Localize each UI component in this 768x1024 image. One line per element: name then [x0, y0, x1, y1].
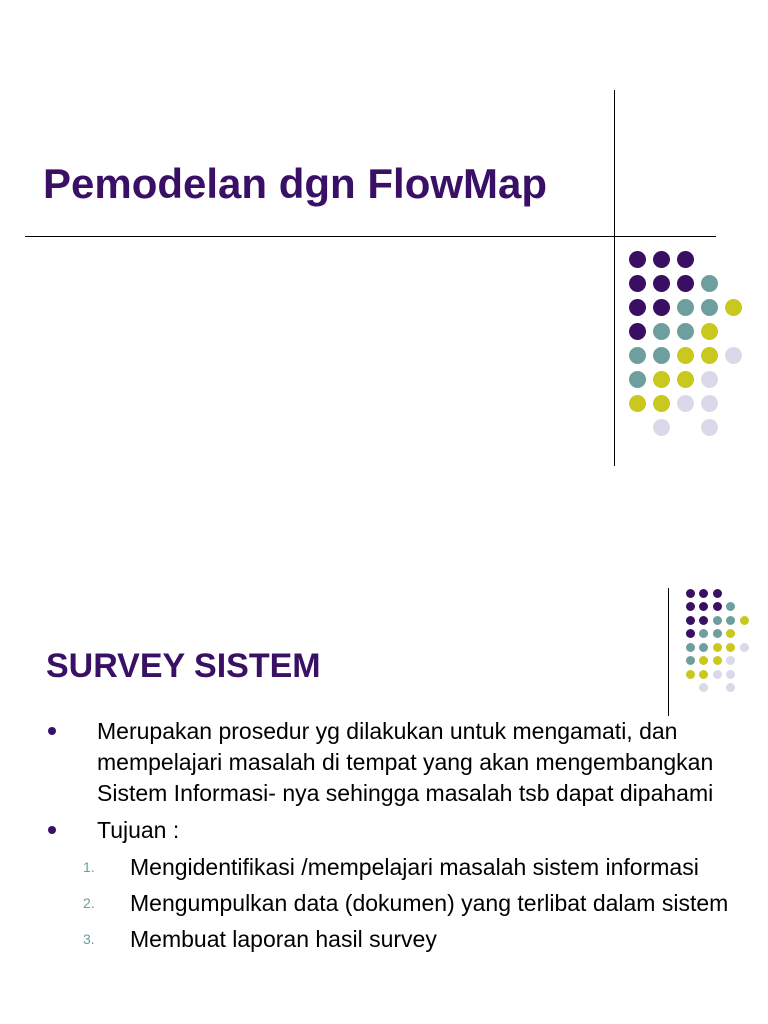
decorative-dot [726, 643, 735, 652]
decorative-dot [629, 275, 646, 292]
slide-1-title: Pemodelan dgn FlowMap [43, 160, 548, 207]
decorative-dot [629, 323, 646, 340]
decorative-dot [629, 251, 646, 268]
numbered-text: Mengumpulkan data (dokumen) yang terlibat dalam sistem [130, 890, 729, 916]
decorative-dot [713, 589, 722, 598]
decorative-dot [653, 371, 670, 388]
numbered-text: Mengidentifikasi /mempelajari masalah sistem informasi [130, 854, 699, 880]
decorative-dot [677, 299, 694, 316]
decorative-dot [726, 602, 735, 611]
decorative-dot [677, 275, 694, 292]
decorative-dot [629, 371, 646, 388]
number-marker: 2. [83, 895, 95, 911]
decorative-dot [686, 670, 695, 679]
decorative-dot [699, 629, 708, 638]
decorative-dot [653, 323, 670, 340]
bullet-text: Tujuan : [97, 817, 180, 843]
bullet-dot-icon [48, 826, 56, 834]
decorative-dot [677, 323, 694, 340]
decorative-dot [629, 299, 646, 316]
decorative-dot [740, 643, 749, 652]
decorative-dot [726, 656, 735, 665]
decorative-dot [699, 616, 708, 625]
decorative-dot [653, 347, 670, 364]
decorative-dot [740, 616, 749, 625]
decorative-dot [699, 656, 708, 665]
decorative-dot [629, 347, 646, 364]
decorative-dot [677, 395, 694, 412]
decorative-dot [699, 589, 708, 598]
decorative-dot [677, 347, 694, 364]
vertical-divider [668, 588, 669, 716]
decorative-dot [701, 395, 718, 412]
decorative-dot [713, 616, 722, 625]
number-marker: 3. [83, 931, 95, 947]
decorative-dot [701, 323, 718, 340]
decorative-dot [713, 643, 722, 652]
decorative-dot [653, 251, 670, 268]
decorative-dot [653, 275, 670, 292]
slide-2 [0, 512, 768, 1024]
decorative-dot [701, 371, 718, 388]
bullet-item [0, 716, 768, 809]
decorative-dot [677, 371, 694, 388]
vertical-divider [614, 90, 615, 466]
decorative-dot [726, 683, 735, 692]
decorative-dot [686, 602, 695, 611]
numbered-item [0, 852, 768, 883]
decorative-dot [699, 643, 708, 652]
bullet-item [0, 815, 768, 955]
decorative-dot [686, 643, 695, 652]
decorative-dot [686, 616, 695, 625]
slide-2-title: SURVEY SISTEM [46, 647, 321, 685]
numbered-item [0, 888, 768, 919]
decorative-dot [653, 395, 670, 412]
decorative-dot [686, 629, 695, 638]
horizontal-divider [25, 236, 716, 237]
decorative-dot [699, 683, 708, 692]
decorative-dot [701, 299, 718, 316]
decorative-dot [713, 629, 722, 638]
decorative-dot [677, 251, 694, 268]
decorative-dot [701, 275, 718, 292]
bullet-list [0, 716, 768, 960]
decorative-dot [726, 670, 735, 679]
decorative-dot [713, 602, 722, 611]
decorative-dot [686, 589, 695, 598]
decorative-dot [699, 670, 708, 679]
decorative-dot [653, 419, 670, 436]
decorative-dot [701, 419, 718, 436]
number-marker: 1. [83, 859, 95, 875]
decorative-dot [725, 347, 742, 364]
decorative-dot [699, 602, 708, 611]
decorative-dot [713, 670, 722, 679]
bullet-text: Merupakan prosedur yg dilakukan untuk mengamati, dan mempelajari masalah di tempat yang akan mengembangkan Sistem Informasi- nya sehingga masalah tsb dapat dipahami [97, 718, 714, 806]
decorative-dot [726, 629, 735, 638]
numbered-text: Membuat laporan hasil survey [130, 926, 437, 952]
bullet-dot-icon [48, 727, 56, 735]
decorative-dot [701, 347, 718, 364]
decorative-dot [629, 395, 646, 412]
decorative-dot [653, 299, 670, 316]
decorative-dot [725, 299, 742, 316]
numbered-list [0, 852, 768, 955]
decorative-dot [686, 656, 695, 665]
numbered-item [0, 924, 768, 955]
decorative-dot [726, 616, 735, 625]
decorative-dot [713, 656, 722, 665]
